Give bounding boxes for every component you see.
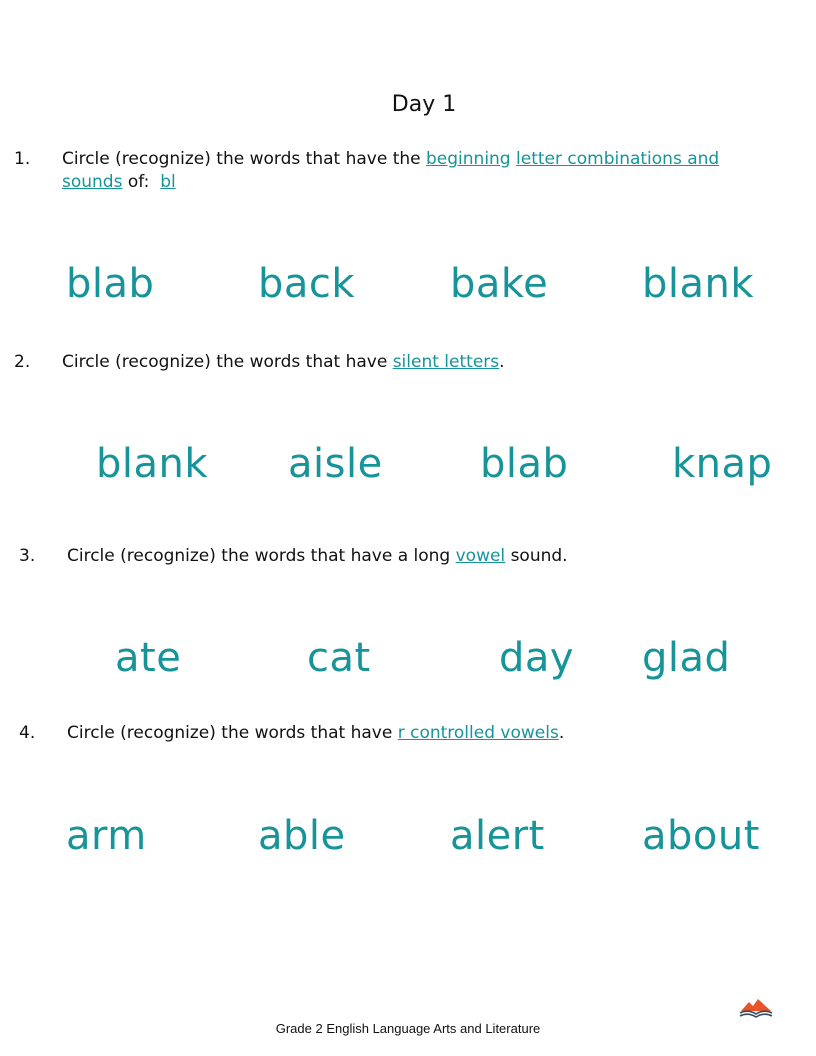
word-option[interactable]: day [499, 635, 575, 681]
text-segment: . [499, 352, 505, 372]
text-segment: Circle (recognize) the words that have [62, 352, 393, 372]
question-number: 4. [19, 723, 36, 743]
word-option[interactable]: alert [450, 813, 545, 859]
text-segment: sound. [505, 546, 568, 566]
question-4 [19, 722, 779, 746]
question-text [67, 722, 564, 745]
link-sounds[interactable]: sounds [62, 172, 123, 192]
word-option[interactable]: bake [450, 261, 549, 307]
word-row-4 [0, 812, 816, 862]
text-segment: Circle (recognize) the words that have the [62, 149, 426, 169]
question-3 [19, 545, 779, 569]
question-number: 3. [19, 546, 36, 566]
word-option[interactable]: knap [672, 441, 773, 487]
word-option[interactable]: ate [115, 635, 182, 681]
text-segment: Circle (recognize) the words that have [67, 723, 398, 743]
word-option[interactable]: arm [66, 813, 147, 859]
word-option[interactable]: about [642, 813, 760, 859]
word-option[interactable]: blank [96, 441, 209, 487]
question-1 [14, 148, 774, 196]
word-option[interactable]: blab [66, 261, 155, 307]
link-bl[interactable]: bl [160, 172, 176, 192]
link-r-controlled-vowels[interactable]: r controlled vowels [397, 723, 559, 743]
word-option[interactable]: blab [480, 441, 569, 487]
word-row-3 [0, 634, 816, 684]
text-segment: Circle (recognize) the words that have a long [67, 546, 456, 566]
link-beginning[interactable]: beginning [426, 149, 511, 169]
word-row-1 [0, 260, 816, 310]
word-option[interactable]: able [258, 813, 346, 859]
link-vowel[interactable]: vowel [455, 546, 506, 566]
link-silent-letters[interactable]: silent letters [392, 352, 500, 372]
word-option[interactable]: aisle [288, 441, 383, 487]
text-segment: of: [122, 172, 161, 192]
question-text [67, 545, 568, 568]
word-option[interactable]: back [258, 261, 356, 307]
text-segment: . [558, 723, 565, 743]
question-text [62, 351, 505, 374]
question-2 [14, 351, 774, 375]
word-option[interactable]: cat [307, 635, 371, 681]
word-row-2 [0, 440, 816, 490]
page-title: Day 1 [391, 92, 457, 117]
question-number: 2. [14, 352, 31, 372]
question-text [62, 148, 719, 194]
word-option[interactable]: blank [642, 261, 755, 307]
book-mountain-logo-icon [738, 996, 774, 1020]
word-option[interactable]: glad [642, 635, 731, 681]
page-footer: Grade 2 English Language Arts and Literature [275, 1021, 541, 1036]
link-letter-combinations[interactable]: letter combinations and [516, 149, 720, 169]
question-number: 1. [14, 149, 31, 169]
